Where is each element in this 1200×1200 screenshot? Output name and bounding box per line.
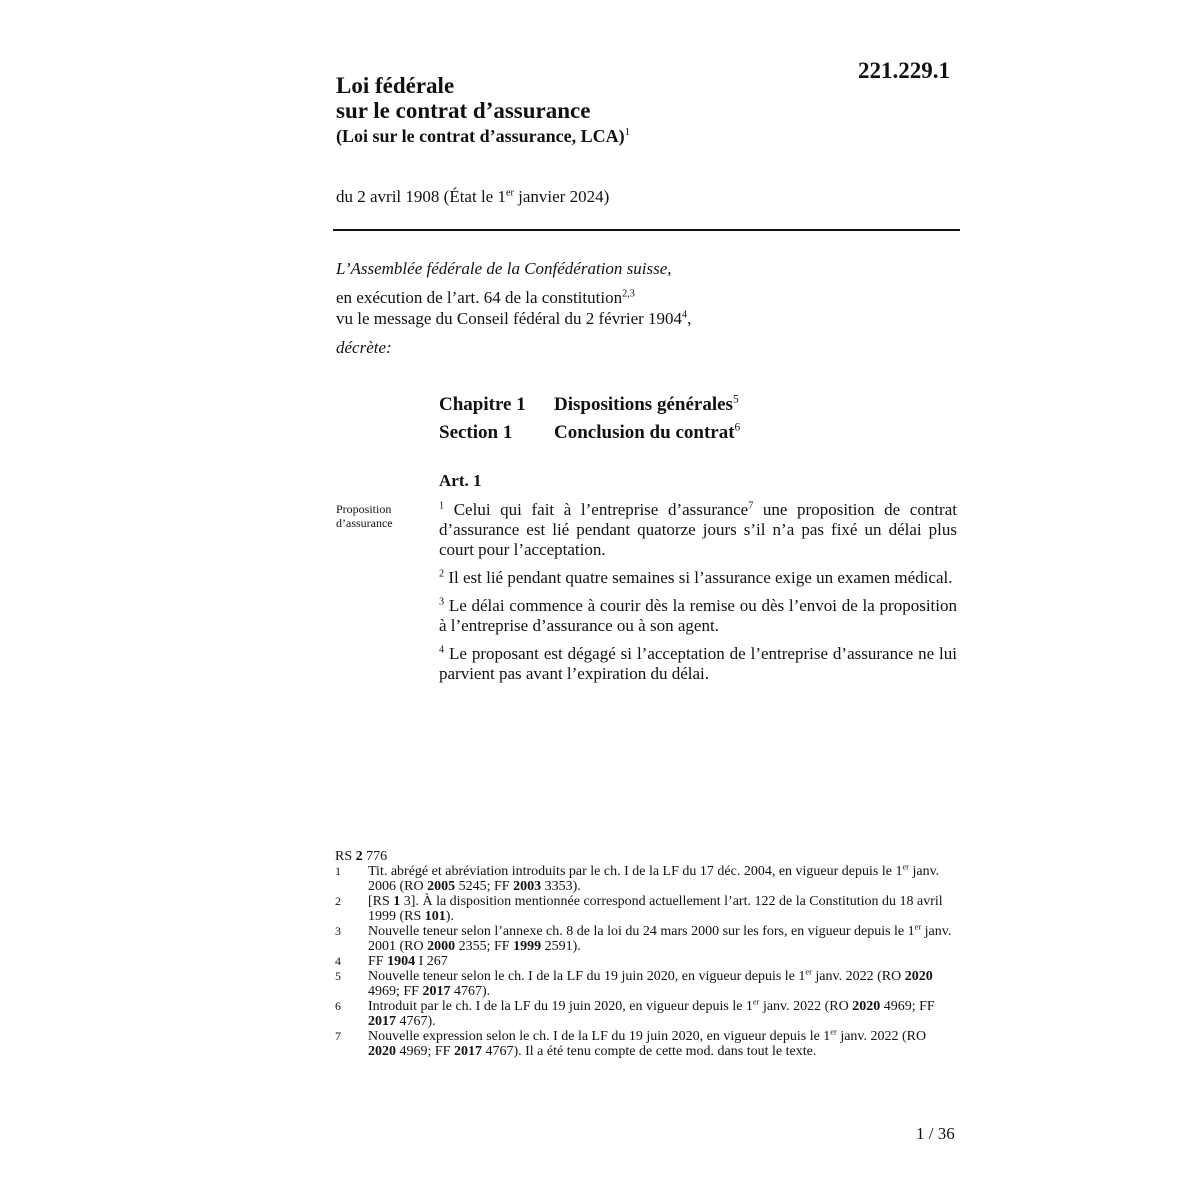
footnote-text: 2000 — [427, 939, 456, 954]
chapter-label: Chapitre 1 — [439, 394, 526, 415]
section-label: Section 1 — [439, 422, 513, 443]
footnote-text: Nouvelle teneur selon le ch. I de la LF du 19 juin 2020, en vigueur depuis le 1 — [368, 969, 806, 984]
footnote-number: 5 — [335, 969, 341, 983]
footnote-text: 4767). Il a été tenu compte de cette mod. dans tout le texte. — [481, 1044, 817, 1059]
footnote-text: Nouvelle teneur selon l’annexe ch. 8 de la loi du 24 mars 2000 sur les fors, en vigueur depuis le 1 — [368, 924, 915, 939]
footnote-text: 3353). — [541, 879, 581, 894]
message-end: , — [687, 309, 692, 328]
paragraph-text: Celui qui fait à l’entreprise d’assurance — [444, 500, 749, 519]
paragraph-1 — [439, 500, 957, 560]
footnote-ref-7[interactable]: 7 — [748, 500, 754, 512]
paragraph-text: Il est lié pendant quatre semaines si l’assurance exige un examen médical. — [444, 568, 953, 587]
footnote-number: 6 — [335, 999, 341, 1013]
margin-note-line-1: Proposition — [336, 502, 392, 516]
footnotes — [335, 849, 957, 1059]
section-title: Conclusion du contrat — [554, 422, 735, 443]
footnote-text: 2017 — [453, 1044, 482, 1059]
footnote-6 — [335, 999, 957, 1029]
paragraph-number: 2 — [439, 568, 445, 580]
footnote-3 — [335, 924, 957, 954]
footnote-text: 2005 — [427, 879, 456, 894]
footnote-text: 2591). — [541, 939, 581, 954]
footnote-ref-4[interactable]: 4 — [682, 309, 688, 321]
footnote-text: FF — [368, 954, 388, 969]
footnote-text: 4767). — [450, 984, 491, 999]
preamble-message — [336, 308, 691, 329]
paragraph-3 — [439, 596, 957, 636]
date-prefix: du 2 avril 1908 (État le 1 — [336, 187, 506, 206]
footnote-text: 1904 — [387, 954, 416, 969]
footnote-text: Nouvelle expression selon le ch. I de la LF du 19 juin 2020, en vigueur depuis le 1 — [368, 1029, 831, 1044]
footnote-text: 1 — [393, 894, 401, 909]
title-line-1: Loi fédérale — [336, 73, 455, 98]
preamble-execution — [336, 287, 691, 308]
footnote-text: RS — [335, 849, 356, 864]
footnote-rs — [335, 849, 957, 864]
execution-text: en exécution de l’art. 64 de la constitution — [336, 288, 623, 307]
footnote-text: 2020 — [368, 1044, 396, 1059]
preamble-assembly: L’Assemblée fédérale de la Confédération suisse, — [336, 259, 672, 278]
paragraph-number: 4 — [439, 644, 445, 656]
paragraph-text: Le délai commence à courir dès la remise ou dès l’envoi de la proposition à l’entreprise d’assurance ou à son agent. — [439, 596, 957, 635]
footnote-text: janv. 2006 (RO — [368, 864, 940, 894]
footnote-text: 2 — [355, 849, 363, 864]
footnote-sup: er — [914, 922, 922, 932]
footnote-text: [RS — [368, 894, 394, 909]
footnote-sup: er — [752, 997, 760, 1007]
footnote-text: 4767). — [396, 1014, 436, 1029]
paragraph-text: une proposition de contrat d’assurance est lié pendant quatorze jours s’il n’a pas fixé un délai plus court pour l’acceptation. — [439, 500, 957, 559]
footnote-text: 2020 — [904, 969, 933, 984]
footnote-number: 7 — [335, 1029, 341, 1043]
footnote-text: 4969; FF — [396, 1044, 454, 1059]
article-body — [439, 500, 957, 692]
footnote-text: 5245; FF — [455, 879, 514, 894]
law-title — [336, 73, 630, 149]
chapter-heading — [439, 394, 739, 416]
margin-note-line-2: d’assurance — [336, 516, 393, 530]
footnote-number: 1 — [335, 864, 341, 878]
footnote-sup: er — [805, 967, 812, 977]
footnote-text: janv. 2022 (RO — [759, 999, 853, 1014]
date-line — [336, 187, 609, 207]
header-divider — [333, 229, 960, 231]
footnote-4 — [335, 954, 957, 969]
article-title: Art. 1 — [439, 471, 482, 490]
message-text: vu le message du Conseil fédéral du 2 février 1904 — [336, 309, 683, 328]
footnote-text: janv. 2022 (RO — [836, 1029, 927, 1044]
footnote-text: I 267 — [415, 954, 448, 969]
title-line-2: sur le contrat d’assurance — [336, 98, 591, 123]
date-sup: er — [505, 187, 514, 199]
paragraph-number: 1 — [439, 500, 445, 512]
chapter-title: Dispositions générales — [554, 394, 733, 415]
paragraph-number: 3 — [439, 596, 445, 608]
title-line-3 — [336, 123, 630, 149]
rs-number: 221.229.1 — [858, 58, 950, 83]
date-suffix: janvier 2024) — [513, 187, 610, 206]
preamble-decree: décrète: — [336, 338, 392, 357]
footnote-text: 4969; FF — [880, 999, 935, 1014]
paragraph-4 — [439, 644, 957, 684]
footnote-number: 4 — [335, 954, 341, 968]
footnote-text: 2355; FF — [455, 939, 514, 954]
page-number: 1 / 36 — [916, 1124, 955, 1143]
footnote-number: 2 — [335, 894, 341, 908]
footnote-text: 2020 — [852, 999, 881, 1014]
footnote-ref-5[interactable]: 5 — [732, 393, 739, 406]
footnote-sup: er — [830, 1027, 837, 1037]
footnote-text: janv. 2022 (RO — [811, 969, 905, 984]
footnote-text: 2003 — [513, 879, 542, 894]
footnote-text: 101 — [424, 909, 446, 924]
footnote-text: 4969; FF — [368, 984, 423, 999]
footnote-text: 1999 — [513, 939, 542, 954]
paragraph-2 — [439, 568, 957, 588]
footnote-number: 3 — [335, 924, 341, 938]
footnote-text: Introduit par le ch. I de la LF du 19 juin 2020, en vigueur depuis le 1 — [368, 999, 753, 1014]
footnote-1 — [335, 864, 957, 894]
footnote-5 — [335, 969, 957, 999]
footnote-ref-6[interactable]: 6 — [734, 421, 741, 434]
preamble — [336, 258, 691, 358]
footnote-ref-1[interactable]: 1 — [624, 126, 631, 138]
footnote-text: 2017 — [422, 984, 451, 999]
footnote-text: 2017 — [368, 1014, 396, 1029]
footnote-2 — [335, 894, 957, 924]
short-title: (Loi sur le contrat d’assurance, LCA) — [336, 126, 625, 146]
footnote-text: Tit. abrégé et abréviation introduits par le ch. I de la LF du 17 déc. 2004, en vigueur depuis le 1 — [368, 864, 903, 879]
footnote-text: 3]. À la disposition mentionnée correspond actuellement l’art. 122 de la Constitution du 18 avril 1999 (RS — [368, 894, 943, 924]
margin-note — [336, 502, 393, 530]
section-heading — [439, 422, 740, 444]
paragraph-text: Le proposant est dégagé si l’acceptation de l’entreprise d’assurance ne lui parvient pas avant l’expiration du délai. — [439, 644, 957, 683]
footnote-sup: er — [902, 862, 909, 872]
footnote-text: janv. 2001 (RO — [368, 924, 952, 954]
footnote-7 — [335, 1029, 957, 1059]
footnote-text: ). — [445, 909, 454, 924]
footnote-ref-2-3[interactable]: 2,3 — [622, 288, 635, 300]
footnote-text: 776 — [362, 849, 388, 864]
